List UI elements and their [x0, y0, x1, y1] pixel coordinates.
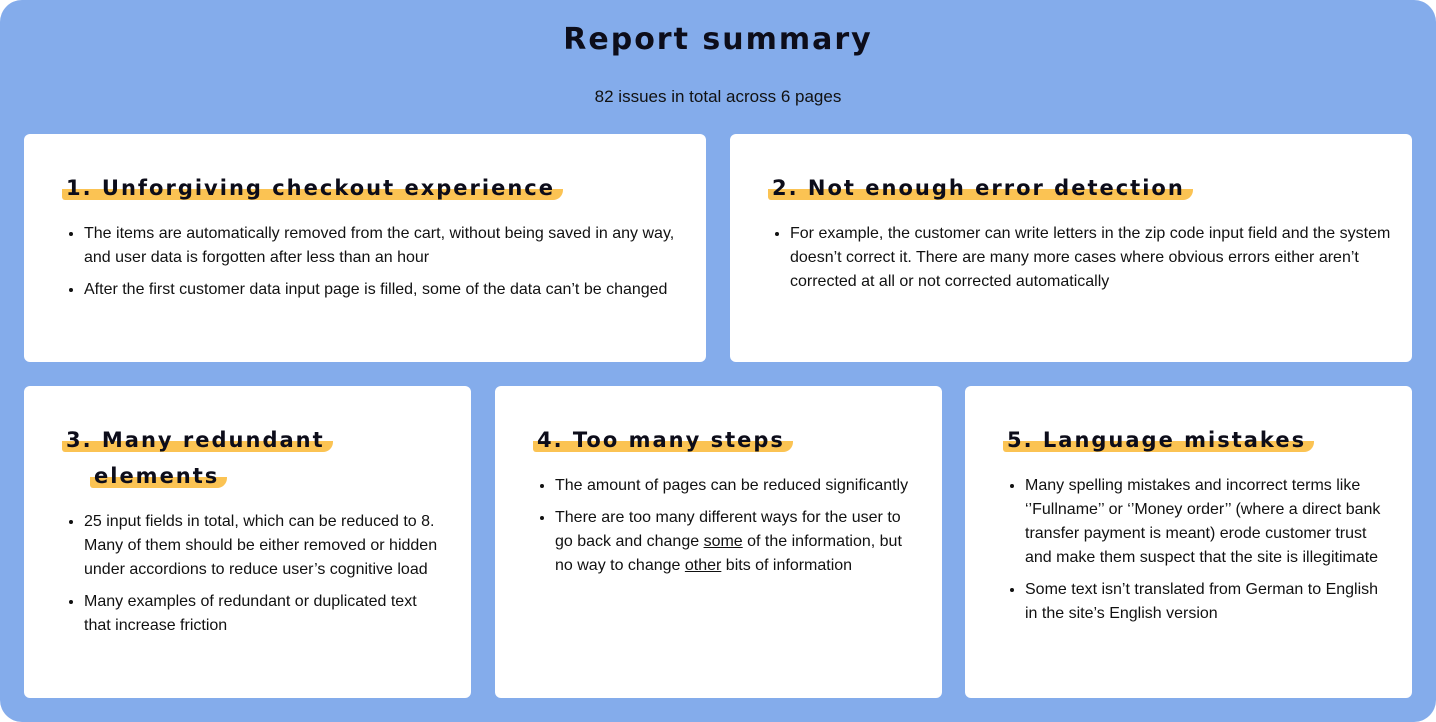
issue-card-bullets — [768, 222, 1400, 302]
issue-card-title — [62, 422, 333, 458]
page-title: Report summary — [563, 22, 873, 57]
issue-card-bullets — [1003, 474, 1393, 634]
list-item: • The amount of pages can be reduced significantly — [555, 474, 921, 498]
issue-card-3 — [24, 386, 471, 698]
underlined-text: some — [703, 533, 743, 550]
list-item: • The items are automatically removed from the cart, without being saved in any way, and user data is forgotten after less than an hour — [84, 222, 684, 270]
list-item — [555, 506, 921, 578]
list-item: • Many spelling mistakes and incorrect terms like ‘’Fullname’’ or ‘’Money order’’ (where a direct bank transfer payment is meant) erode customer trust and make them suspect that the site is illegitimate — [1025, 474, 1393, 570]
issue-card-title-text: 4. Too many steps — [533, 428, 793, 452]
list-item: • Many examples of redundant or duplicated text that increase friction — [84, 590, 446, 638]
issue-card-bullets — [533, 474, 921, 586]
issue-card-title — [62, 170, 563, 206]
issue-card-title — [1003, 422, 1314, 458]
issue-card-bullets — [62, 222, 684, 310]
issue-card-bullets — [62, 510, 446, 646]
list-item-text: There are too many different ways for the user to go back and change — [555, 509, 901, 550]
list-item: • 25 input fields in total, which can be reduced to 8. Many of them should be either removed or hidden under accordions to reduce user’s cognitive load — [84, 510, 446, 582]
issue-card-title-text: 5. Language mistakes — [1003, 428, 1314, 452]
issue-card-title-text: 1. Unforgiving checkout experience — [62, 176, 563, 200]
list-item: • Some text isn’t translated from German to English in the site’s English version — [1025, 578, 1393, 626]
issue-card-title-text: 3. Many redundant — [62, 428, 333, 452]
issue-card-1 — [24, 134, 706, 362]
list-item-text: of the information, but no way to change — [555, 533, 902, 574]
list-item-text: bits of information — [721, 557, 853, 574]
underlined-text: other — [684, 557, 722, 574]
issue-card-2 — [730, 134, 1412, 362]
issue-card-title-text: 2. Not enough error detection — [768, 176, 1193, 200]
page-subtitle: 82 issues in total across 6 pages — [594, 87, 842, 106]
issue-card-title — [533, 422, 793, 458]
issue-card-4 — [495, 386, 942, 698]
issue-card-5 — [965, 386, 1412, 698]
issue-card-title — [768, 170, 1193, 206]
issue-card-title-text: elements — [90, 464, 227, 488]
list-item: • For example, the customer can write letters in the zip code input field and the system doesn’t correct it. There are many more cases where obvious errors either aren’t corrected at all or not corrected automatically — [790, 222, 1400, 294]
issue-card-title-continued — [90, 458, 227, 494]
list-item: • After the first customer data input page is filled, some of the data can’t be changed — [84, 278, 684, 302]
